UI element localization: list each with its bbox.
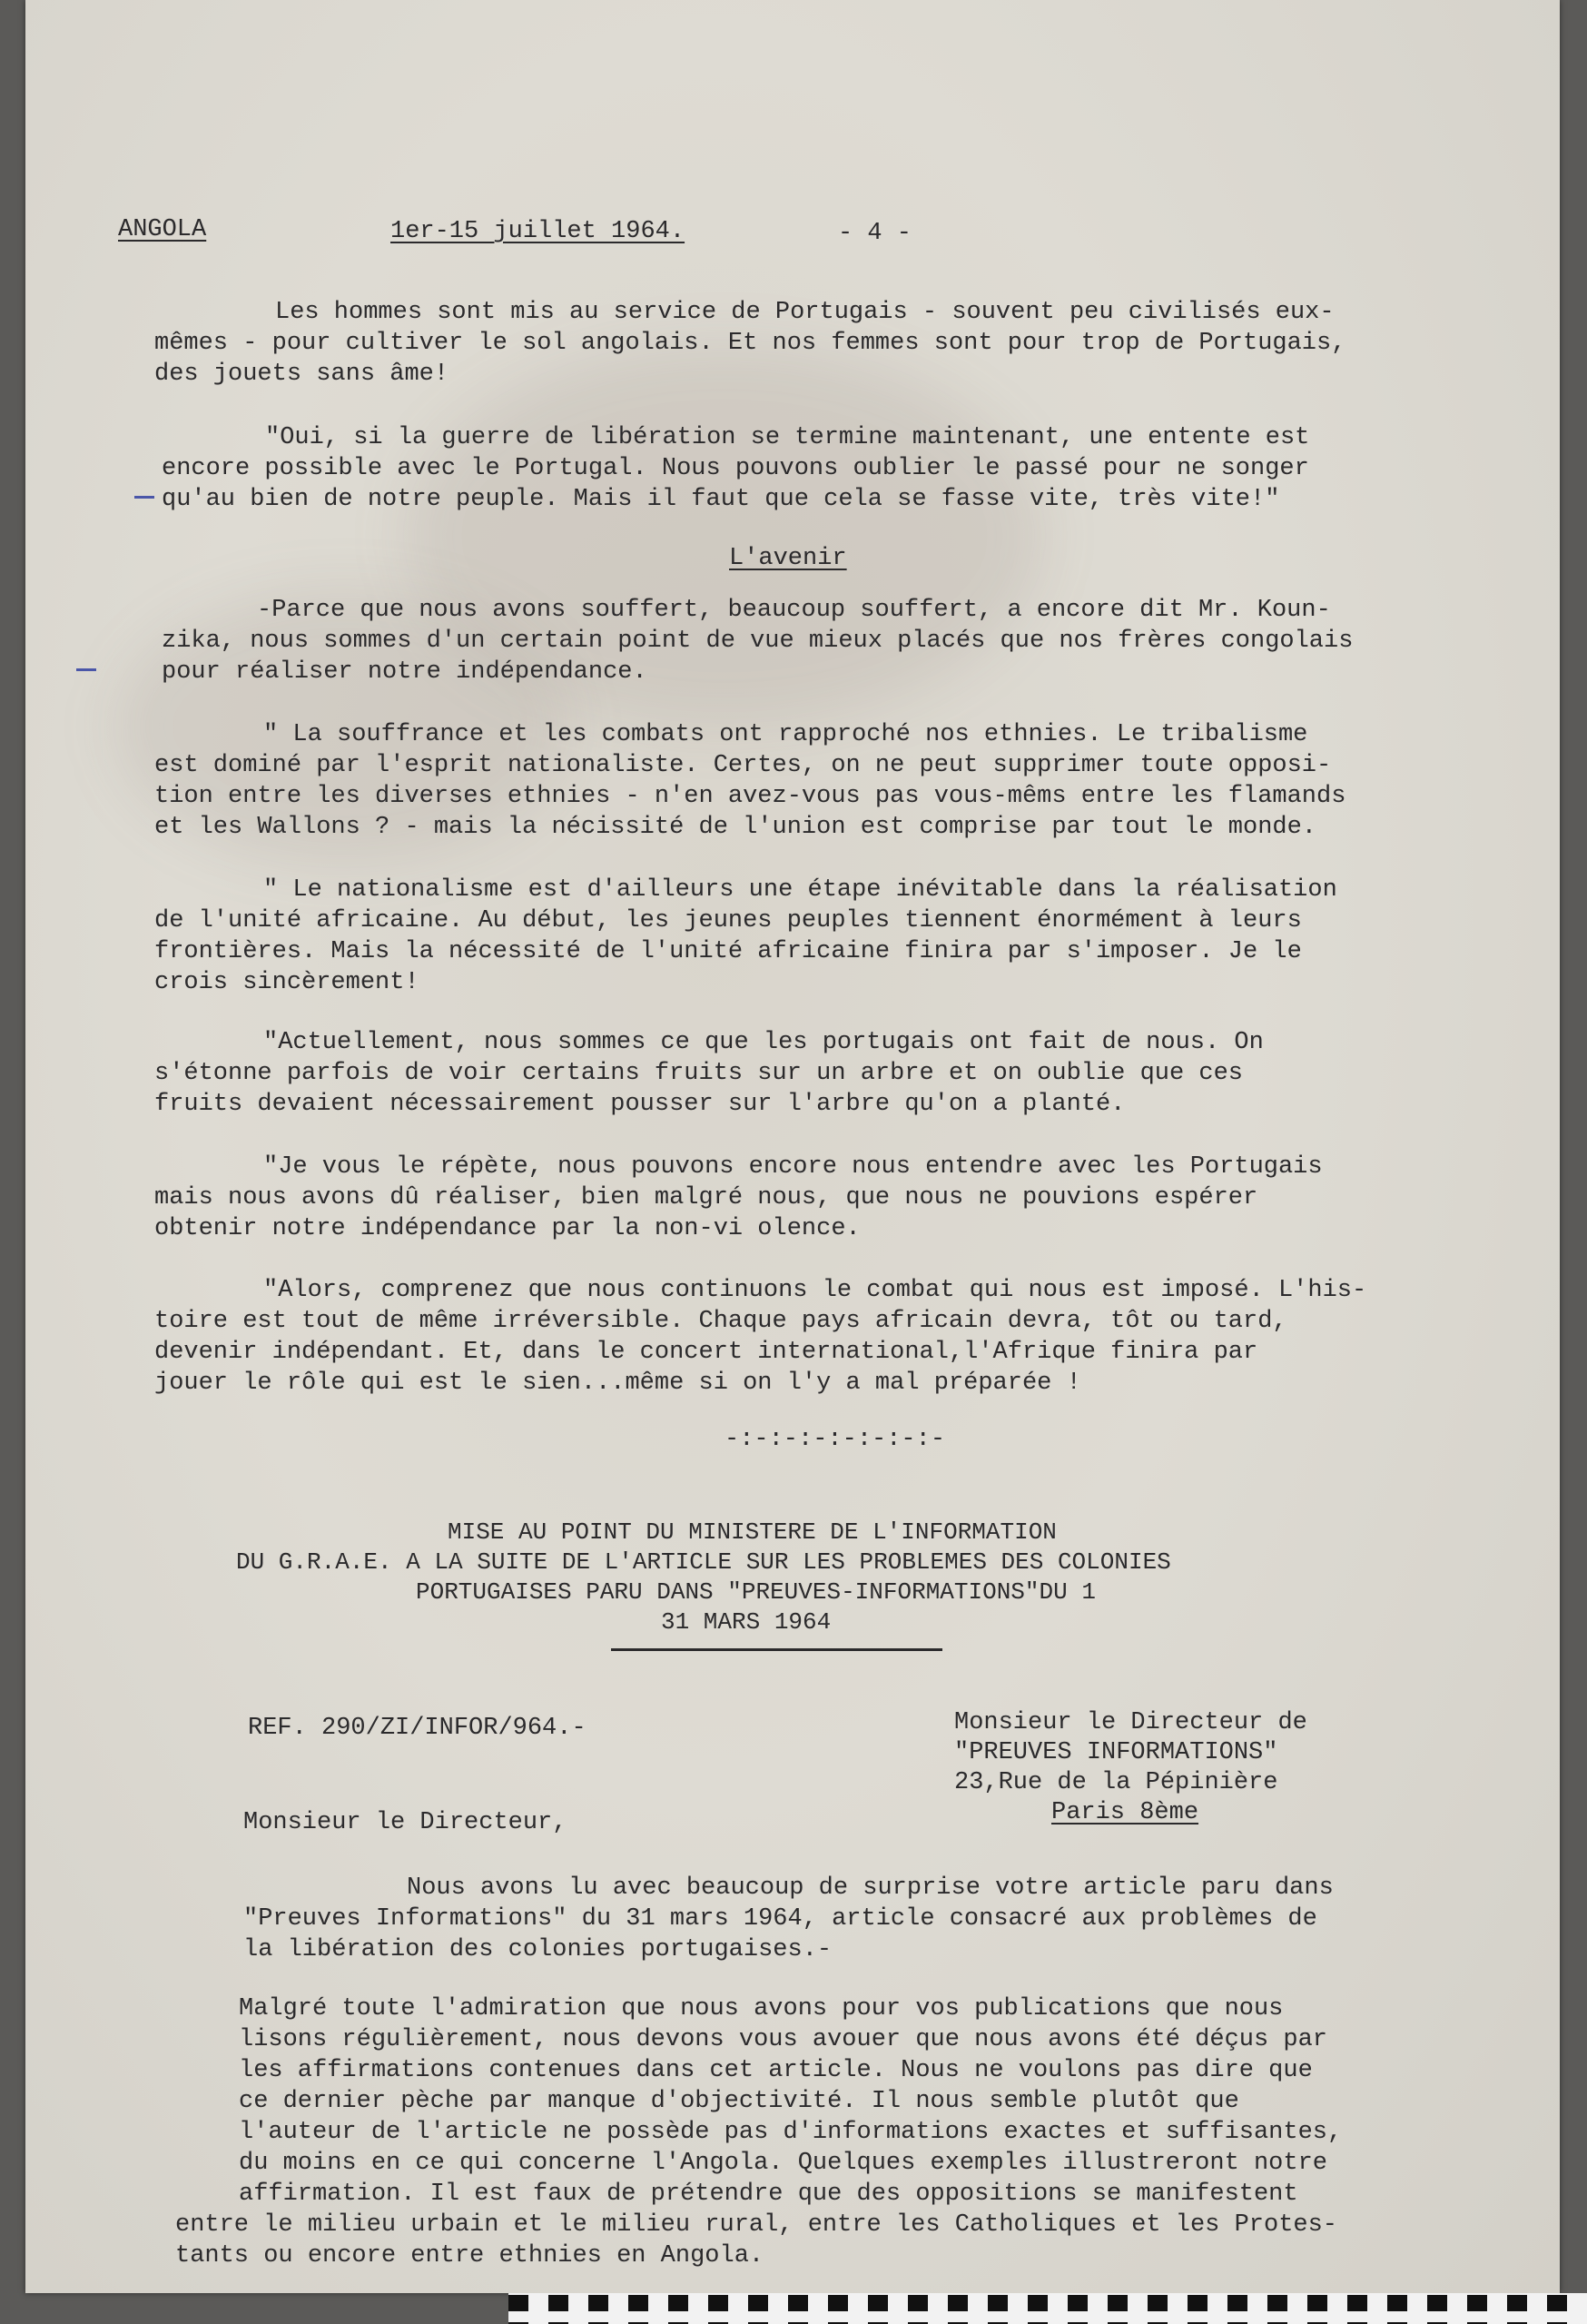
letter-line: la libération des colonies portugaises.- — [243, 1936, 833, 1963]
body-line: frontières. Mais la nécessité de l'unité africaine finira par s'imposer. Je le — [154, 938, 1302, 965]
body-line: " Le nationalisme est d'ailleurs une étape inévitable dans la réalisation — [263, 876, 1337, 904]
body-line: devenir indépendant. Et, dans le concert international,l'Afrique finira par — [154, 1339, 1258, 1366]
separator: -:-:-:-:-:-:-:- — [724, 1426, 946, 1453]
body-line: -Parce que nous avons souffert, beaucoup souffert, a encore dit Mr. Koun- — [257, 597, 1331, 624]
body-line: des jouets sans âme! — [154, 361, 449, 388]
body-line: tion entre les diverses ethnies - n'en avez-vous pas vous-mêms entre les flamands — [154, 783, 1346, 810]
notice-title-line: PORTUGAISES PARU DANS "PREUVES-INFORMATIONS"DU 1 — [416, 1578, 1096, 1606]
body-line: de l'unité africaine. Au début, les jeunes peuples tiennent énormément à leurs — [154, 907, 1302, 935]
body-line: crois sincèrement! — [154, 969, 419, 996]
salutation: Monsieur le Directeur, — [243, 1809, 567, 1836]
ink-mark — [134, 496, 154, 499]
letter-line: du moins en ce qui concerne l'Angola. Quelques exemples illustreront notre — [239, 2150, 1327, 2177]
body-line: mêmes - pour cultiver le sol angolais. Et nos femmes sont pour trop de Portugais, — [154, 330, 1346, 357]
header-date: 1er-15 juillet 1964. — [390, 218, 685, 245]
body-line: pour réaliser notre indépendance. — [162, 658, 647, 686]
addressee-line: "PREUVES INFORMATIONS" — [954, 1739, 1278, 1766]
body-line: Les hommes sont mis au service de Portugais - souvent peu civilisés eux- — [275, 299, 1335, 326]
body-line: qu'au bien de notre peuple. Mais il faut que cela se fasse vite, très vite!" — [162, 486, 1280, 513]
letter-line: Nous avons lu avec beaucoup de surprise votre article paru dans — [407, 1874, 1334, 1902]
scale-ruler-base — [508, 2311, 1587, 2322]
body-line: "Actuellement, nous sommes ce que les portugais ont fait de nous. On — [263, 1029, 1264, 1056]
body-line: et les Wallons ? - mais la nécissité de l'union est comprise par tout le monde. — [154, 814, 1317, 841]
letter-line: l'auteur de l'article ne possède pas d'informations exactes et suffisantes, — [239, 2119, 1343, 2146]
body-line: jouer le rôle qui est le sien...même si on l'y a mal préparée ! — [154, 1370, 1081, 1397]
ink-mark — [76, 668, 96, 671]
body-line: "Je vous le répète, nous pouvons encore nous entendre avec les Portugais — [263, 1153, 1323, 1181]
letter-line: "Preuves Informations" du 31 mars 1964, article consacré aux problèmes de — [243, 1905, 1317, 1933]
reference-number: REF. 290/ZI/INFOR/964.- — [248, 1715, 586, 1742]
body-line: "Oui, si la guerre de libération se termine maintenant, une entente est — [265, 424, 1310, 451]
body-line: " La souffrance et les combats ont rapproché nos ethnies. Le tribalisme — [263, 721, 1308, 748]
letter-line: affirmation. Il est faux de prétendre que des oppositions se manifestent — [239, 2181, 1298, 2208]
body-line: obtenir notre indépendance par la non-vi olence. — [154, 1215, 861, 1242]
letter-line: les affirmations contenues dans cet article. Nous ne voulons pas dire que — [239, 2057, 1313, 2084]
body-line: "Alors, comprenez que nous continuons le combat qui nous est imposé. L'his- — [263, 1277, 1367, 1304]
document-page — [25, 0, 1560, 2293]
body-line: s'étonne parfois de voir certains fruits sur un arbre et on oublie que ces — [154, 1060, 1243, 1087]
body-line: toire est tout de même irréversible. Chaque pays africain devra, tôt ou tard, — [154, 1308, 1287, 1335]
notice-title-line: MISE AU POINT DU MINISTERE DE L'INFORMATION — [448, 1518, 1057, 1546]
letter-line: tants ou encore entre ethnies en Angola. — [175, 2242, 764, 2270]
letter-line: ce dernier pèche par manque d'objectivité. Il nous semble plutôt que — [239, 2088, 1239, 2115]
notice-title-line: DU G.R.A.E. A LA SUITE DE L'ARTICLE SUR LES PROBLEMES DES COLONIES — [236, 1548, 1171, 1576]
body-line: fruits devaient nécessairement pousser sur l'arbre qu'on a planté. — [154, 1091, 1126, 1118]
section-heading: L'avenir — [729, 545, 847, 572]
body-line: mais nous avons dû réaliser, bien malgré nous, que nous ne pouvions espérer — [154, 1184, 1258, 1211]
body-line: zika, nous sommes d'un certain point de vue mieux placés que nos frères congolais — [162, 628, 1354, 655]
notice-title-date: 31 MARS 1964 — [661, 1608, 832, 1636]
letter-line: Malgré toute l'admiration que nous avons pour vos publications que nous — [239, 1995, 1284, 2022]
header-page-number: - 4 - — [838, 220, 912, 247]
letter-line: lisons régulièrement, nous devons vous avouer que nous avons été déçus par — [239, 2026, 1327, 2053]
body-line: est dominé par l'esprit nationaliste. Certes, on ne peut supprimer toute opposi- — [154, 752, 1332, 779]
header-left: ANGOLA — [118, 216, 207, 243]
addressee-city: Paris 8ème — [1051, 1799, 1199, 1826]
title-underline — [611, 1648, 942, 1651]
addressee-line: 23,Rue de la Pépinière — [954, 1769, 1278, 1796]
body-line: encore possible avec le Portugal. Nous pouvons oublier le passé pour ne songer — [162, 455, 1309, 482]
addressee-line: Monsieur le Directeur de — [954, 1709, 1307, 1736]
letter-line: entre le milieu urbain et le milieu rural, entre les Catholiques et les Protes- — [175, 2211, 1338, 2239]
